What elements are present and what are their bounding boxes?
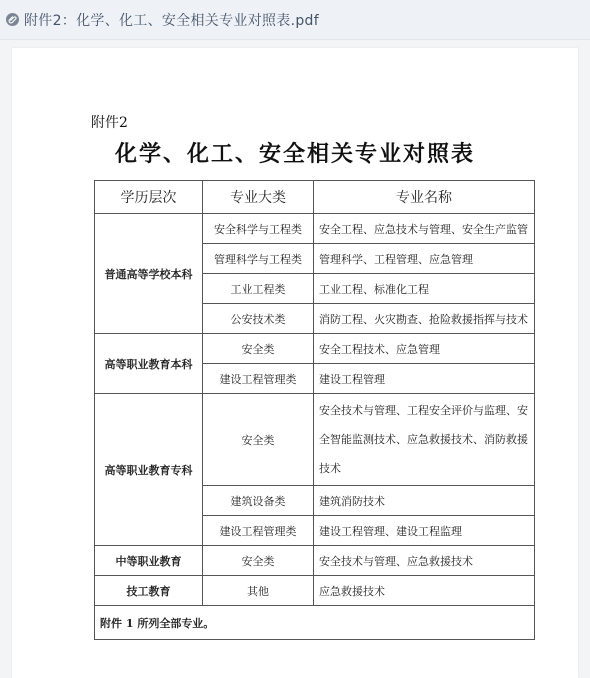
majors-cell: 管理科学、工程管理、应急管理	[314, 244, 535, 274]
table-row	[95, 334, 535, 364]
majors-cell: 建设工程管理、建设工程监理	[314, 516, 535, 546]
level-cell: 普通高等学校本科	[95, 214, 203, 334]
file-name[interactable]: 附件2：化学、化工、安全相关专业对照表.pdf	[24, 12, 319, 29]
level-cell: 高等职业教育专科	[95, 394, 203, 546]
category-cell: 建筑设备类	[203, 486, 314, 516]
table-note: 附件 1 所列全部专业。	[95, 606, 535, 640]
category-cell: 公安技术类	[203, 304, 314, 334]
level-cell: 技工教育	[95, 576, 203, 606]
pdf-page	[12, 48, 578, 678]
level-cell: 高等职业教育本科	[95, 334, 203, 394]
category-cell: 安全类	[203, 394, 314, 486]
document-label: 附件2	[91, 115, 128, 131]
majors-cell: 应急救援技术	[314, 576, 535, 606]
category-cell: 安全类	[203, 546, 314, 576]
category-cell: 管理科学与工程类	[203, 244, 314, 274]
category-cell: 安全类	[203, 334, 314, 364]
pdf-viewer[interactable]	[0, 40, 590, 678]
level-cell: 中等职业教育	[95, 546, 203, 576]
majors-cell: 消防工程、火灾勘查、抢险救援指挥与技术	[314, 304, 535, 334]
majors-cell: 建设工程管理	[314, 364, 535, 394]
file-title-bar	[0, 0, 590, 40]
majors-cell: 安全工程技术、应急管理	[314, 334, 535, 364]
table-row	[95, 394, 535, 486]
table-header-row	[95, 181, 535, 214]
header-category: 专业大类	[203, 181, 314, 214]
majors-cell: 安全技术与管理、工程安全评价与监理、安全智能监测技术、应急救援技术、消防救援技术	[314, 394, 535, 486]
majors-table	[94, 180, 535, 640]
category-cell: 安全科学与工程类	[203, 214, 314, 244]
category-cell: 其他	[203, 576, 314, 606]
category-cell: 建设工程管理类	[203, 516, 314, 546]
category-cell: 建设工程管理类	[203, 364, 314, 394]
majors-cell: 安全技术与管理、应急救援技术	[314, 546, 535, 576]
table-row	[95, 546, 535, 576]
attachment-icon	[6, 13, 19, 26]
majors-cell: 安全工程、应急技术与管理、安全生产监管	[314, 214, 535, 244]
document-title: 化学、化工、安全相关专业对照表	[114, 141, 475, 167]
header-level: 学历层次	[95, 181, 203, 214]
table-row	[95, 576, 535, 606]
majors-cell: 工业工程、标准化工程	[314, 274, 535, 304]
table-row	[95, 214, 535, 244]
category-cell: 工业工程类	[203, 274, 314, 304]
majors-cell: 建筑消防技术	[314, 486, 535, 516]
table-note-row	[95, 606, 535, 640]
header-major-name: 专业名称	[314, 181, 535, 214]
